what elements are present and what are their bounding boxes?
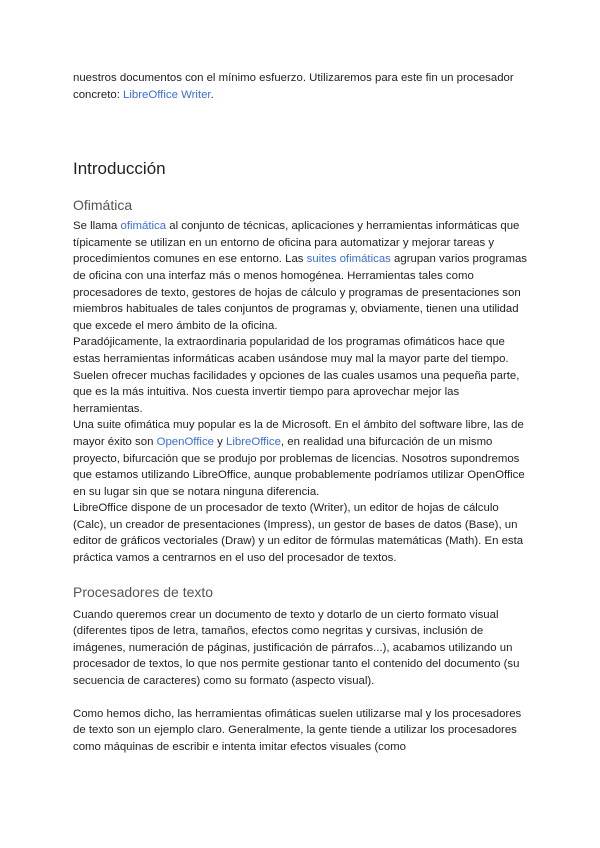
document-body — [73, 70, 529, 755]
libreoffice-writer-link[interactable]: LibreOffice Writer — [123, 88, 211, 101]
heading-ofimatica: Ofimática — [73, 197, 133, 214]
paragraph-ofimatica-2: Paradójicamente, la extraordinaria popularidad de los programas ofimáticos hace que estas herramientas informáticas acaben usándose muy mal la mayor parte del tiempo. Suelen ofrecer muchas facilidades y opciones de las cuales usamos una pequeña parte, que es la más intuitiva. Nos cuesta invertir tiempo para aprovechar mejor las herramientas. — [73, 336, 520, 415]
paragraph-procesadores-1: Cuando queremos crear un documento de texto y dotarlo de un cierto formato visual (diferentes tipos de letra, tamaños, efectos como negritas y cursivas, inclusión de imágenes, numeración de páginas, justificación de párrafos...), acabamos utilizando un procesador de textos, lo que nos permite gestionar tanto el contenido del documento (su secuencia de caracteres) como su formato (aspecto visual). — [73, 608, 520, 688]
paragraph-ofimatica-3: Una suite ofimática muy popular es la de Microsoft. En el ámbito del software libre, las de mayor éxito son OpenOffice y LibreOffice, en realidad una bifurcación de un mismo proyecto, bifurcación que se produjo por problemas de licencias. Nosotros supondremos que estamos utilizando LibreOffice, aunque probablemente podríamos utilizar OpenOffice en su lugar sin que se notara ninguna diferencia. — [73, 419, 525, 498]
paragraph-ofimatica-4: LibreOffice dispone de un procesador de texto (Writer), un editor de hojas de cálculo (Calc), un creador de presentaciones (Impress), un gestor de bases de datos (Base), un editor de gráficos vectoriales (Draw) y un editor de fórmulas matemáticas (Math). En esta práctica vamos a centrarnos en el uso del procesador de textos. — [73, 502, 524, 565]
openoffice-link[interactable]: OpenOffice — [156, 435, 214, 448]
intro-paragraph — [73, 70, 529, 103]
paragraph-procesadores-2: Como hemos dicho, las herramientas ofimáticas suelen utilizarse mal y los procesadores de texto son un ejemplo claro. Generalmente, la gente tiende a utilizar los procesadores como máquinas de escribir e intenta imitar efectos visuales (como — [73, 707, 522, 753]
libreoffice-link[interactable]: LibreOffice — [226, 435, 281, 448]
suites-ofimaticas-link[interactable]: suites ofimáticas — [306, 253, 391, 266]
paragraph-spacer — [73, 690, 529, 706]
intro-text-end: . — [210, 88, 214, 101]
paragraph-ofimatica-1: Se llama ofimática al conjunto de técnicas, aplicaciones y herramientas informáticas que típicamente se utilizan en un entorno de oficina para automatizar y mejorar tareas y procedimientos comunes en ese entorno. Las suites ofimáticas agrupan varios programas de oficina con una interfaz más o menos homogénea. Herramientas tales como procesadores de texto, gestores de hojas de cálculo y programas de presentaciones son miembros habituales de tales conjuntos de programas y, obviamente, tienen una utilidad que excede el mero ámbito de la oficina. — [73, 220, 527, 332]
intro-text: nuestros documentos con el mínimo esfuerzo. Utilizaremos para este fin un procesador concreto: — [73, 72, 514, 101]
heading-introduccion: Introducción — [73, 159, 166, 179]
ofimatica-link[interactable]: ofimática — [120, 220, 167, 233]
heading-procesadores-de-texto: Procesadores de texto — [73, 583, 214, 600]
